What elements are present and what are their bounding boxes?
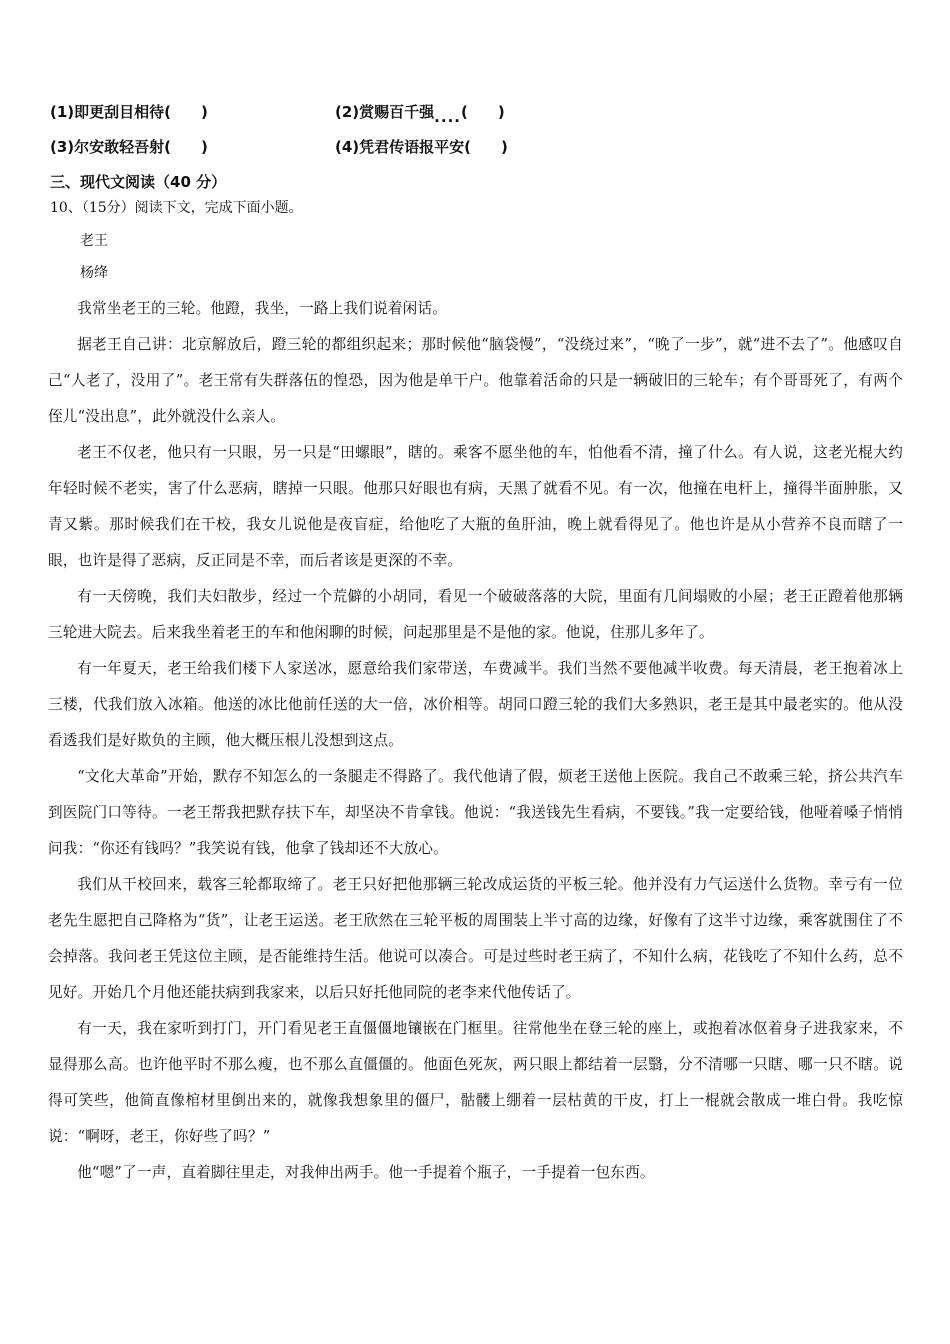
section-title: 三、现代文阅读（40 分） (50, 173, 227, 191)
blank-item-2 (335, 100, 505, 124)
paragraph: “文化大革命”开始，默存不知怎么的一条腿走不得路了。我代他请了假，烦老王送他上医院。我自己不敢乘三轮，挤公共汽车到医院门口等待。一老王帮我把默存扶下车，却坚决不肯拿钱。他说：“我送钱先生看病，不要钱。”我一定要给钱，他哑着嗓子悄悄问我：“你还有钱吗？”我笑说有钱，他拿了钱却还不大放心。 (48, 768, 903, 857)
emphasis-dots: .... (434, 108, 461, 126)
item-phrase: 尔安敢轻吾射 (74, 138, 165, 156)
paragraph: 有一天，我在家听到打门，开门看见老王直僵僵地镶嵌在门框里。往常他坐在登三轮的座上，或抱着冰伛着身子进我家来，不显得那么高。也许他平时不那么瘦，也不那么直僵僵的。他面色死灰，两只眼上都结着一层翳，分不清哪一只瞎、哪一只不瞎。说得可笑些，他简直像棺材里倒出来的，就像我想象里的僵尸，骷髅上绷着一层枯黄的干皮，打上一棍就会散成一堆白骨。我吃惊说：“啊呀，老王，你好些了吗？” (48, 1020, 903, 1145)
item-phrase: 即更刮目相待 (74, 103, 165, 121)
item-number: (3) (50, 138, 75, 156)
paragraph: 老王不仅老，他只有一只眼，另一只是“田螺眼”，瞎的。乘客不愿坐他的车，怕他看不清，撞了什么。有人说，这老光棍大约年轻时候不老实，害了什么恶病，瞎掉一只眼。他那只好眼也有病，天黑了就看不见。有一次，他撞在电杆上，撞得半面肿胀，又青又紫。那时候我们在干校，我女儿说他是夜盲症，给他吃了大瓶的鱼肝油，晚上就看得见了。他也许是从小营养不良而瞎了一眼，也许是得了恶病，反正同是不幸，而后者该是更深的不幸。 (48, 444, 903, 569)
item-number: (1) (50, 103, 75, 121)
question-intro: 10、（15分）阅读下文，完成下面小题。 (50, 200, 303, 216)
answer-blank[interactable]: ( ) (164, 138, 208, 156)
paragraph: 有一天傍晚，我们夫妇散步，经过一个荒僻的小胡同，看见一个破破落落的大院，里面有几间塌败的小屋；老王正蹬着他那辆三轮进大院去。后来我坐着老王的车和他闲聊的时候，问起那里是不是他的家。他说，住那儿多年了。 (48, 588, 903, 641)
paragraph: 有一年夏天，老王给我们楼下人家送冰，愿意给我们家带送，车费减半。我们当然不要他减半收费。每天清晨，老王抱着冰上三楼，代我们放入冰箱。他送的冰比他前任送的大一倍，冰价相等。胡同口蹬三轮的我们大多熟识，老王是其中最老实的。他从没看透我们是好欺负的主顾，他大概压根儿没想到这点。 (48, 660, 903, 749)
article-title: 老王 (80, 233, 108, 249)
answer-blank[interactable]: ( ) (464, 138, 508, 156)
item-phrase: 赏赐百千强 (359, 103, 435, 121)
item-phrase: 凭君传语报平安 (359, 138, 465, 156)
article-body (48, 291, 903, 1191)
paragraph: 他“嗯”了一声，直着脚往里走，对我伸出两手。他一手提着个瓶子，一手提着一包东西。 (77, 1164, 655, 1181)
item-number: (4) (335, 138, 360, 156)
paragraph: 我常坐老王的三轮。他蹬，我坐，一路上我们说着闲话。 (77, 300, 448, 317)
blank-item-4 (335, 135, 508, 159)
answer-blank[interactable]: ( ) (460, 103, 505, 121)
blank-item-1 (50, 100, 208, 124)
blank-item-3 (50, 135, 208, 159)
answer-blank[interactable]: ( ) (164, 103, 208, 121)
article-author: 杨绛 (80, 265, 108, 281)
paragraph: 据老王自己讲：北京解放后，蹬三轮的都组织起来；那时候他“脑袋慢”，“没绕过来”，“晚了一步”，就“进不去了”。他感叹自己“人老了，没用了”。老王常有失群落伍的惶恐，因为他是单干户。他靠着活命的只是一辆破旧的三轮车；有个哥哥死了，有两个侄儿“没出息”，此外就没什么亲人。 (48, 336, 903, 425)
paragraph: 我们从干校回来，载客三轮都取缔了。老王只好把他那辆三轮改成运货的平板三轮。他并没有力气运送什么货物。幸亏有一位老先生愿把自己降格为“货”，让老王运送。老王欣然在三轮平板的周围装上半寸高的边缘，好像有了这半寸边缘，乘客就围住了不会掉落。我问老王凭这位主顾，是否能维持生活。他说可以凑合。可是过些时老王病了，不知什么病，花钱吃了不知什么药，总不见好。开始几个月他还能扶病到我家来，以后只好托他同院的老李来代他传话了。 (48, 876, 903, 1001)
item-number: (2) (335, 103, 360, 121)
